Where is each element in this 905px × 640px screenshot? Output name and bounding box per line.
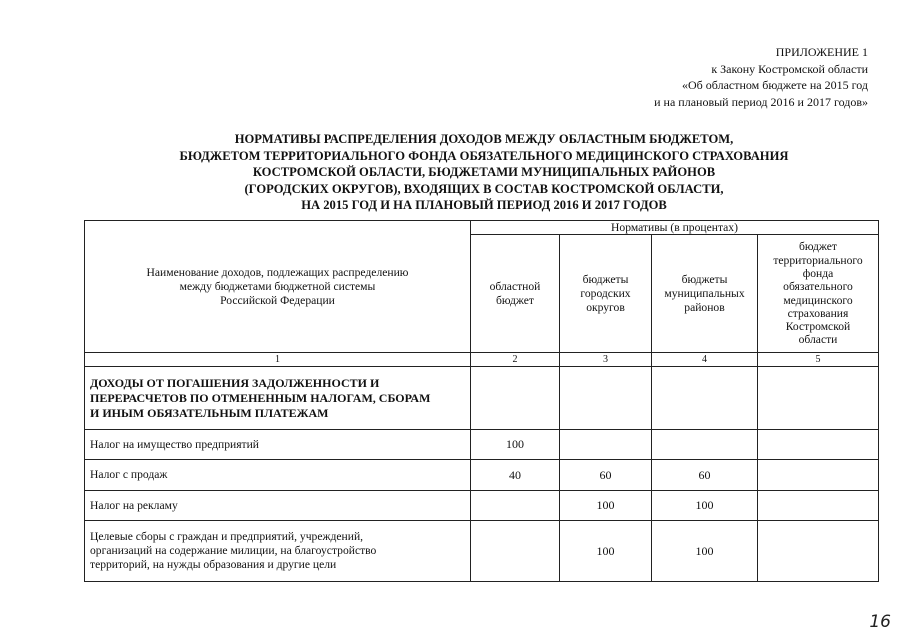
- header-municipal-budgets: бюджеты муниципальных районов: [652, 235, 758, 353]
- column-number: 1: [85, 353, 471, 367]
- title-line: БЮДЖЕТОМ ТЕРРИТОРИАЛЬНОГО ФОНДА ОБЯЗАТЕЛЬНОГО МЕДИЦИНСКОГО СТРАХОВАНИЯ: [179, 148, 789, 163]
- annex-line: ПРИЛОЖЕНИЕ 1: [775, 45, 868, 59]
- value-municipal: 100: [652, 521, 758, 582]
- value-fund: [758, 491, 879, 521]
- income-name-cell: ДОХОДЫ ОТ ПОГАШЕНИЯ ЗАДОЛЖЕННОСТИ И ПЕРЕРАСЧЕТОВ ПО ОТМЕНЕННЫМ НАЛОГАМ, СБОРАМ И ИНЫМ ОБЯЗАТЕЛЬНЫМ ПЛАТЕЖАМ: [85, 367, 471, 430]
- value-fund: [758, 521, 879, 582]
- value-municipal: [652, 430, 758, 460]
- annex-line: к Закону Костромской области: [711, 61, 868, 76]
- value-city: 100: [560, 521, 652, 582]
- value-city: [560, 367, 652, 430]
- column-number: 4: [652, 353, 758, 367]
- income-name-cell: Целевые сборы с граждан и предприятий, учреждений, организаций на содержание милиции, на благоустройство территорий, на нужды образования и другие цели: [85, 521, 471, 582]
- value-city: 100: [560, 491, 652, 521]
- table-header-row: [85, 221, 879, 235]
- title-line: НОРМАТИВЫ РАСПРЕДЕЛЕНИЯ ДОХОДОВ МЕЖДУ ОБЛАСТНЫМ БЮДЖЕТОМ,: [234, 132, 734, 146]
- income-name-header: Наименование доходов, подлежащих распределению между бюджетами бюджетной системы Российской Федерации: [85, 221, 471, 353]
- table-row: [85, 430, 879, 460]
- table-row: [85, 491, 879, 521]
- column-number: 5: [758, 353, 879, 367]
- value-regional: [471, 521, 560, 582]
- title-line: КОСТРОМСКОЙ ОБЛАСТИ, БЮДЖЕТАМИ МУНИЦИПАЛЬНЫХ РАЙОНОВ: [252, 165, 716, 179]
- norms-group-header: Нормативы (в процентах): [471, 221, 879, 235]
- income-name-cell: Налог с продаж: [85, 460, 471, 491]
- page-number: 16: [869, 612, 891, 632]
- title-line: (ГОРОДСКИХ ОКРУГОВ), ВХОДЯЩИХ В СОСТАВ КОСТРОМСКОЙ ОБЛАСТИ,: [244, 181, 724, 196]
- value-regional: 100: [471, 430, 560, 460]
- annex-line: и на плановый период 2016 и 2017 годов»: [654, 94, 868, 109]
- value-fund: [758, 460, 879, 491]
- header-insurance-fund-budget: бюджет территориального фонда обязательного медицинского страхования Костромской области: [758, 235, 879, 353]
- column-number: 2: [471, 353, 560, 367]
- value-regional: [471, 367, 560, 430]
- value-fund: [758, 367, 879, 430]
- header-city-budgets: бюджеты городских округов: [560, 235, 652, 353]
- annex-header: [654, 44, 868, 110]
- value-city: [560, 430, 652, 460]
- norms-table: [84, 220, 879, 582]
- column-numbers-row: [85, 353, 879, 367]
- document-title: [84, 131, 884, 214]
- value-city: 60: [560, 460, 652, 491]
- value-fund: [758, 430, 879, 460]
- column-number: 3: [560, 353, 652, 367]
- value-regional: [471, 491, 560, 521]
- value-municipal: 60: [652, 460, 758, 491]
- value-municipal: [652, 367, 758, 430]
- value-regional: 40: [471, 460, 560, 491]
- table-row: [85, 367, 879, 430]
- table-row: [85, 460, 879, 491]
- income-name-cell: Налог на рекламу: [85, 491, 471, 521]
- income-name-cell: Налог на имущество предприятий: [85, 430, 471, 460]
- header-regional-budget: областной бюджет: [471, 235, 560, 353]
- table-row: [85, 521, 879, 582]
- annex-line: «Об областном бюджете на 2015 год: [682, 78, 868, 92]
- title-line: НА 2015 ГОД И НА ПЛАНОВЫЙ ПЕРИОД 2016 И 2017 ГОДОВ: [301, 198, 667, 212]
- value-municipal: 100: [652, 491, 758, 521]
